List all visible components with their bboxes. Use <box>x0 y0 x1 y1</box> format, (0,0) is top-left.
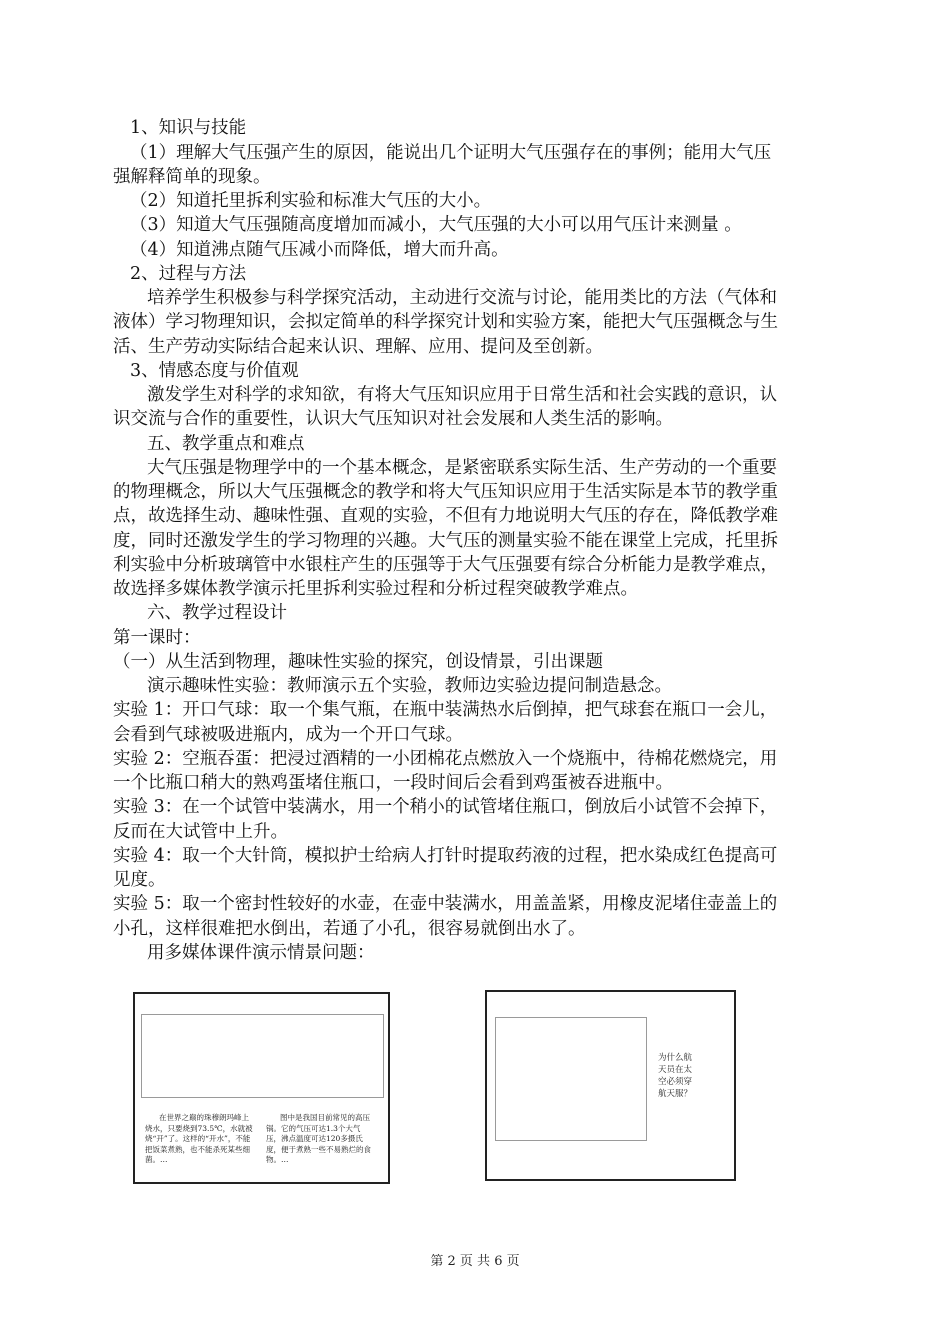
paragraph-line: 故选择多媒体教学演示托里拆利实验过程和分析过程突破教学难点。 <box>113 579 638 599</box>
paragraph-line: （2）知道托里拆利实验和标准大气压的大小。 <box>130 191 492 211</box>
paragraph-line: 演示趣味性实验：教师演示五个实验，教师边实验边提问制造悬念。 <box>147 676 672 696</box>
experiment-line: 实验 2：空瓶吞蛋：把浸过酒精的一小团棉花点燃放入一个烧瓶中，待棉花燃烧完，用 <box>113 749 778 769</box>
slide-image-placeholder <box>141 1014 384 1098</box>
paragraph-line: 用多媒体课件演示情景问题： <box>147 943 375 963</box>
heading-process-method: 2、过程与方法 <box>130 264 247 284</box>
paragraph-line: 激发学生对科学的求知欲，有将大气压知识应用于日常生活和社会实践的意识，认 <box>147 385 777 405</box>
experiment-line: 反而在大试管中上升。 <box>113 822 288 842</box>
paragraph-line: （1）理解大气压强产生的原因，能说出几个证明大气压强存在的事例；能用大气压 <box>130 143 772 163</box>
heading-process-design: 六、教学过程设计 <box>147 603 287 623</box>
experiment-line: 会看到气球被吸进瓶内，成为一个开口气球。 <box>113 725 463 745</box>
experiment-line: 小孔，这样很难把水倒出，若通了小孔，很容易就倒出水了。 <box>113 919 586 939</box>
slide-caption-everest: 在世界之巅的珠穆朗玛峰上烧水，只要烧到73.5℃，水就被烧“开”了。这样的“开水”，不能把饭菜煮熟，也不能杀死某些细菌。… <box>145 1113 253 1164</box>
paragraph-line: （一）从生活到物理，趣味性实验的探究，创设情景，引出课题 <box>113 652 603 672</box>
paragraph-line: 度，同时还激发学生的学习物理的兴趣。大气压的测量实验不能在课堂上完成，托里拆 <box>113 531 778 551</box>
heading-key-points: 五、教学重点和难点 <box>147 434 305 454</box>
paragraph-line: 识交流与合作的重要性，认识大气压知识对社会发展和人类生活的影响。 <box>113 409 673 429</box>
experiment-line: 见度。 <box>113 870 166 890</box>
experiment-line: 实验 4：取一个大针筒，模拟护士给病人打针时提取药液的过程，把水染成红色提高可 <box>113 846 778 866</box>
paragraph-line: 第一课时： <box>113 628 201 648</box>
experiment-line: 一个比瓶口稍大的熟鸡蛋堵住瓶口，一段时间后会看到鸡蛋被吞进瓶中。 <box>113 773 673 793</box>
slide-caption-pressure-cooker: 图中是我国目前常见的高压锅。它的气压可达1.3个大气压，沸点温度可达120多摄氏度，便于煮熟一些不易熟烂的食物。… <box>266 1113 371 1164</box>
paragraph-line: （3）知道大气压强随高度增加而减小，大气压强的大小可以用气压计来测量 。 <box>130 215 742 235</box>
page-number: 第 2 页 共 6 页 <box>430 1254 520 1269</box>
paragraph-line: 强解释简单的现象。 <box>113 167 271 187</box>
slide-thumbnail-right <box>485 990 736 1181</box>
slide-question-spacesuit: 为什么航天员在太空必须穿航天服？ <box>657 1053 692 1099</box>
paragraph-line: 活、生产劳动实际结合起来认识、理解、应用、提问及至创新。 <box>113 337 603 357</box>
slide-image-placeholder <box>495 1017 647 1141</box>
experiment-line: 实验 5：取一个密封性较好的水壶，在壶中装满水，用盖盖紧，用橡皮泥堵住壶盖上的 <box>113 894 778 914</box>
experiment-line: 实验 3：在一个试管中装满水，用一个稍小的试管堵住瓶口，倒放后小试管不会掉下， <box>113 797 778 817</box>
paragraph-line: 液体）学习物理知识，会拟定简单的科学探究计划和实验方案，能把大气压强概念与生 <box>113 312 778 332</box>
experiment-line: 实验 1：开口气球：取一个集气瓶，在瓶中装满热水后倒掉，把气球套在瓶口一会儿， <box>113 700 778 720</box>
heading-knowledge-skills: 1、知识与技能 <box>130 118 247 138</box>
paragraph-line: 培养学生积极参与科学探究活动，主动进行交流与讨论，能用类比的方法（气体和 <box>147 288 777 308</box>
paragraph-line: 的物理概念，所以大气压强概念的教学和将大气压知识应用于生活实际是本节的教学重 <box>113 482 778 502</box>
paragraph-line: 利实验中分析玻璃管中水银柱产生的压强等于大气压强要有综合分析能力是教学难点， <box>113 555 778 575</box>
paragraph-line: （4）知道沸点随气压减小而降低，增大而升高。 <box>130 240 509 260</box>
heading-attitude-values: 3、情感态度与价值观 <box>130 361 299 381</box>
paragraph-line: 点，故选择生动、趣味性强、直观的实验，不但有力地说明大气压的存在，降低教学难 <box>113 506 778 526</box>
paragraph-line: 大气压强是物理学中的一个基本概念，是紧密联系实际生活、生产劳动的一个重要 <box>147 458 777 478</box>
slide-thumbnail-left <box>133 992 390 1184</box>
